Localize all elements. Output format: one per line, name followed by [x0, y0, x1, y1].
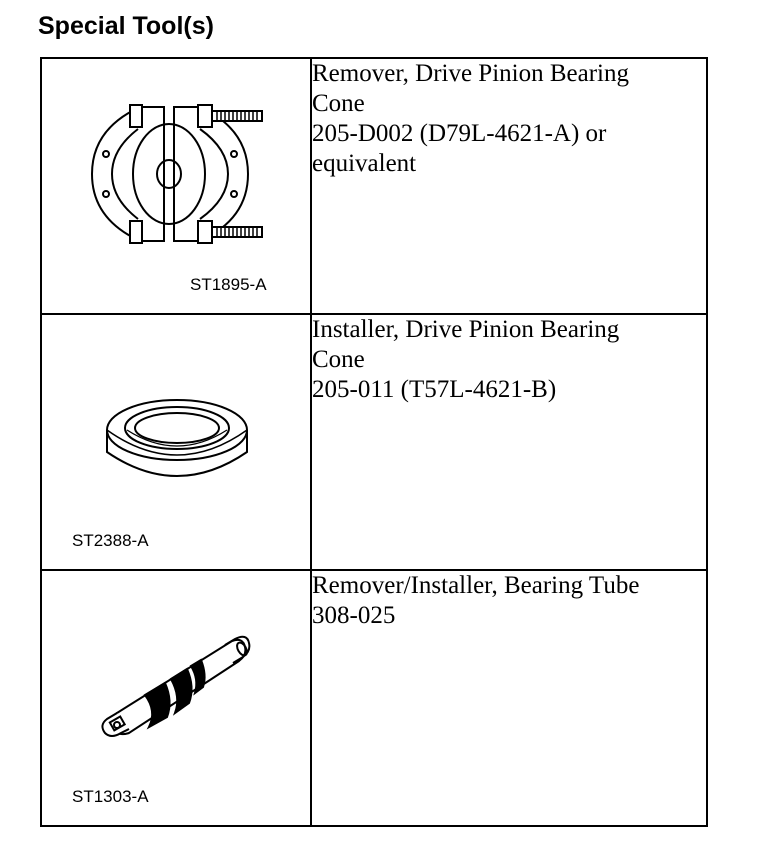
tool-name-line: Remover/Installer, Bearing Tube	[312, 572, 640, 599]
bearing-puller-icon	[82, 99, 272, 249]
tool-row	[41, 58, 707, 314]
tool-number-line: 205-011 (T57L-4621-B)	[312, 376, 557, 403]
figure-code: ST1895-A	[190, 275, 267, 294]
tool-illustration-cell	[41, 58, 311, 314]
tool-illustration-cell	[41, 570, 311, 826]
tool-row	[41, 570, 707, 826]
special-tools-table	[40, 57, 708, 827]
figure-code: ST2388-A	[72, 531, 149, 550]
tool-description-cell	[311, 570, 707, 826]
tool-illustration-cell	[41, 314, 311, 570]
tool-number-line: equivalent	[312, 150, 417, 177]
figure-code: ST1303-A	[72, 787, 149, 806]
tool-name-line: Installer, Drive Pinion Bearing	[312, 316, 620, 343]
tool-number-line: 308-025	[312, 602, 396, 629]
tool-name-line: Remover, Drive Pinion Bearing	[312, 60, 629, 87]
tool-name-line: Cone	[312, 90, 365, 117]
tool-description-cell	[311, 58, 707, 314]
ring-installer-icon	[97, 390, 257, 500]
tool-name-line: Cone	[312, 346, 365, 373]
tool-number-line: 205-D002 (D79L-4621-A) or	[312, 120, 607, 147]
tool-row	[41, 314, 707, 570]
section-heading: Special Tool(s)	[38, 12, 214, 40]
tool-description-cell	[311, 314, 707, 570]
bearing-tube-tool-icon	[97, 621, 257, 751]
